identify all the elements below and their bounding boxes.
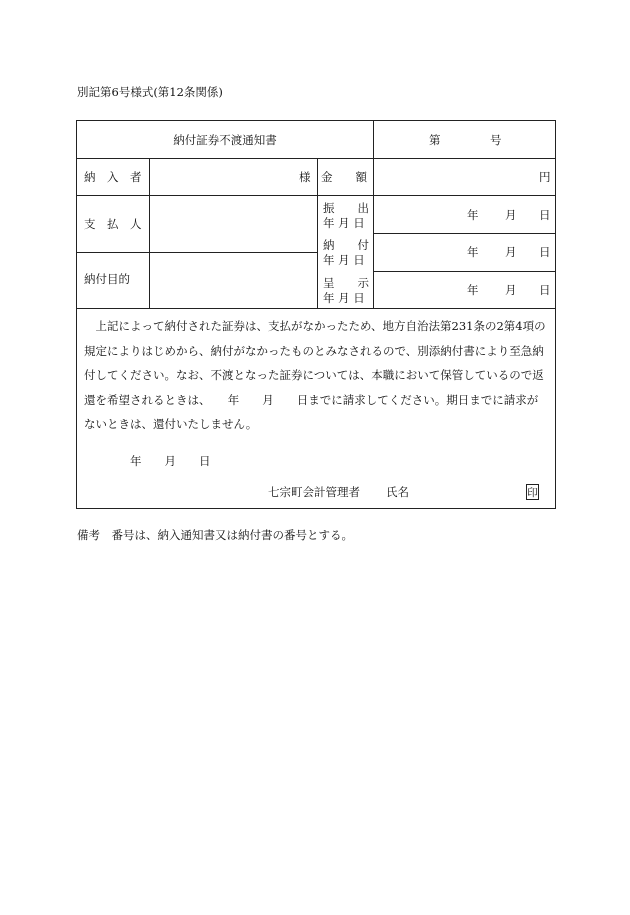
amount-label: 金 額 [321,170,367,184]
notice-body [84,314,549,437]
payer-suffix: 様 [299,170,311,184]
date-label-bottom: 年 月 日 [323,253,365,267]
col-divider [149,158,150,308]
date-year: 年 [467,245,479,259]
date-day: 日 [539,283,551,297]
date-day: 日 [539,245,551,259]
issuer: 七宗町会計管理者 [268,485,360,499]
date-month: 月 [505,245,517,259]
issue-date: 年 月 日 [130,454,211,468]
date-label-top: 呈 示 [323,276,369,290]
date-year: 年 [467,283,479,297]
form-label: 別記第6号様式(第12条関係) [77,85,223,99]
body-line: 上記によって納付された証券は、支払がなかったため、地方自治法第231条の2第4項の [84,319,546,333]
number-suffix: 号 [490,133,502,147]
date-label-bottom: 年 月 日 [323,216,365,230]
body-line: 規定によりはじめから、納付がなかったものとみなされるので、別添納付書により至急納 [84,343,544,358]
row-divider [77,252,317,253]
row-divider [373,271,555,272]
seal-mark: 印 [526,484,539,500]
row-divider [373,233,555,234]
body-line: ないときは、還付いたしません。 [84,417,258,431]
purpose-label: 納付目的 [84,272,130,286]
number-prefix: 第 [429,133,441,147]
remarks: 備考 番号は、納入通知書又は納付書の番号とする。 [77,528,353,542]
date-year: 年 [467,208,479,222]
drawer-label: 支 払 人 [84,217,142,231]
name-label: 氏名 [386,485,409,499]
body-line: 付してください。なお、不渡となった証券については、本職において保管しているので返 [84,368,544,382]
date-label-top: 振 出 [323,201,369,215]
payer-label: 納 入 者 [84,170,142,184]
col-divider [373,121,374,308]
body-line: 還を希望されるときは、 年 月 日までに請求してください。期日までに請求が [84,392,539,407]
row-divider [77,308,555,309]
date-label-top: 納 付 [323,238,369,252]
date-month: 月 [505,283,517,297]
amount-unit: 円 [539,170,551,184]
date-label-bottom: 年 月 日 [323,291,365,305]
col-divider [317,158,318,308]
date-month: 月 [505,208,517,222]
form-title: 納付証券不渡通知書 [173,133,277,147]
date-day: 日 [539,208,551,222]
